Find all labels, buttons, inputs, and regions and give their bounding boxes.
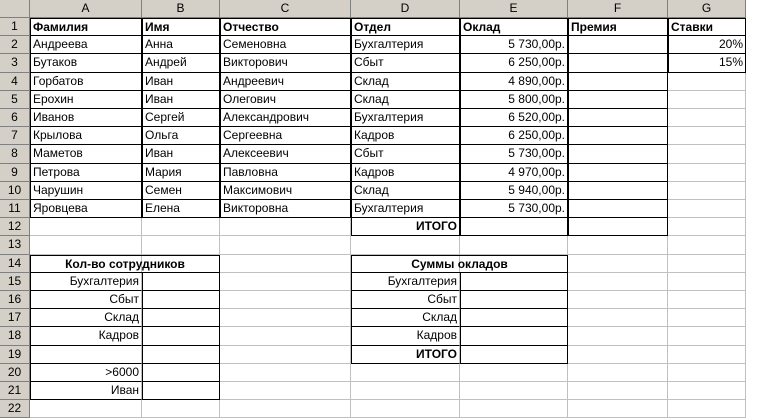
row-header-17[interactable]: 17 bbox=[0, 309, 30, 327]
data-cell[interactable]: Алексеевич bbox=[220, 145, 351, 163]
cell[interactable] bbox=[668, 364, 746, 382]
premium-cell[interactable] bbox=[568, 73, 668, 91]
cell[interactable] bbox=[568, 400, 668, 418]
data-cell[interactable]: Бухгалтерия bbox=[351, 200, 460, 218]
data-cell[interactable]: Андреева bbox=[30, 36, 142, 54]
data-cell[interactable]: Александрович bbox=[220, 109, 351, 127]
header-cell[interactable]: Оклад bbox=[460, 18, 568, 36]
sum-table-title[interactable]: Суммы окладов bbox=[351, 255, 568, 273]
data-cell[interactable]: Иванов bbox=[30, 109, 142, 127]
cell[interactable] bbox=[142, 236, 220, 254]
data-cell[interactable]: Семеновна bbox=[220, 36, 351, 54]
data-cell[interactable]: Кадров bbox=[351, 164, 460, 182]
rate-cell[interactable]: 15% bbox=[668, 54, 746, 72]
premium-cell[interactable] bbox=[568, 127, 668, 145]
cell[interactable] bbox=[460, 382, 568, 400]
data-cell[interactable]: Сергей bbox=[142, 109, 220, 127]
cell[interactable] bbox=[351, 400, 460, 418]
column-header-F[interactable]: F bbox=[568, 0, 668, 18]
cell[interactable] bbox=[568, 364, 668, 382]
data-cell[interactable]: 5 940,00р. bbox=[460, 182, 568, 200]
data-cell[interactable]: Сергеевна bbox=[220, 127, 351, 145]
cell[interactable] bbox=[668, 91, 746, 109]
header-cell[interactable]: Фамилия bbox=[30, 18, 142, 36]
cell[interactable] bbox=[668, 127, 746, 145]
row-header-7[interactable]: 7 bbox=[0, 127, 30, 145]
count-value-cell[interactable] bbox=[142, 382, 220, 400]
data-cell[interactable]: Иван bbox=[142, 73, 220, 91]
data-cell[interactable]: Сбыт bbox=[351, 145, 460, 163]
cell[interactable] bbox=[668, 400, 746, 418]
row-header-19[interactable]: 19 bbox=[0, 346, 30, 364]
total-label[interactable]: ИТОГО bbox=[351, 218, 460, 236]
row-header-15[interactable]: 15 bbox=[0, 273, 30, 291]
sum-total-label[interactable]: ИТОГО bbox=[351, 346, 460, 364]
row-header-4[interactable]: 4 bbox=[0, 73, 30, 91]
cell[interactable] bbox=[220, 346, 351, 364]
data-cell[interactable]: Кадров bbox=[351, 127, 460, 145]
count-value-cell[interactable] bbox=[142, 327, 220, 345]
data-cell[interactable]: Бутаков bbox=[30, 54, 142, 72]
premium-cell[interactable] bbox=[568, 145, 668, 163]
data-cell[interactable]: Сбыт bbox=[351, 54, 460, 72]
cell[interactable] bbox=[668, 182, 746, 200]
data-cell[interactable]: Бухгалтерия bbox=[351, 36, 460, 54]
cell[interactable] bbox=[668, 291, 746, 309]
sum-total-cell[interactable] bbox=[460, 346, 568, 364]
premium-cell[interactable] bbox=[568, 91, 668, 109]
cell[interactable] bbox=[30, 218, 142, 236]
sum-value-cell[interactable] bbox=[460, 327, 568, 345]
data-cell[interactable]: 6 250,00р. bbox=[460, 54, 568, 72]
data-cell[interactable]: Андрей bbox=[142, 54, 220, 72]
count-empty-cell[interactable] bbox=[142, 346, 220, 364]
data-cell[interactable]: Павловна bbox=[220, 164, 351, 182]
row-header-11[interactable]: 11 bbox=[0, 200, 30, 218]
select-all-corner[interactable] bbox=[0, 0, 30, 18]
sum-value-cell[interactable] bbox=[460, 309, 568, 327]
cell[interactable] bbox=[668, 346, 746, 364]
cell[interactable] bbox=[668, 255, 746, 273]
count-value-cell[interactable] bbox=[142, 291, 220, 309]
cell[interactable] bbox=[220, 327, 351, 345]
cell[interactable] bbox=[220, 236, 351, 254]
data-cell[interactable]: Петрова bbox=[30, 164, 142, 182]
data-cell[interactable]: 6 520,00р. bbox=[460, 109, 568, 127]
header-cell[interactable]: Премия bbox=[568, 18, 668, 36]
cell[interactable] bbox=[668, 309, 746, 327]
count-criteria-label[interactable]: Иван bbox=[30, 382, 142, 400]
data-cell[interactable]: Иван bbox=[142, 91, 220, 109]
sum-value-cell[interactable] bbox=[460, 291, 568, 309]
cell[interactable] bbox=[568, 382, 668, 400]
data-cell[interactable]: 5 730,00р. bbox=[460, 200, 568, 218]
data-cell[interactable]: Елена bbox=[142, 200, 220, 218]
data-cell[interactable]: 5 800,00р. bbox=[460, 91, 568, 109]
column-header-A[interactable]: A bbox=[30, 0, 142, 18]
cell[interactable] bbox=[220, 364, 351, 382]
row-header-13[interactable]: 13 bbox=[0, 236, 30, 254]
cell[interactable] bbox=[220, 273, 351, 291]
data-cell[interactable]: Анна bbox=[142, 36, 220, 54]
row-header-2[interactable]: 2 bbox=[0, 36, 30, 54]
cell[interactable] bbox=[142, 400, 220, 418]
count-value-cell[interactable] bbox=[142, 364, 220, 382]
premium-cell[interactable] bbox=[568, 109, 668, 127]
data-cell[interactable]: Андреевич bbox=[220, 73, 351, 91]
cell[interactable] bbox=[30, 236, 142, 254]
column-header-E[interactable]: E bbox=[460, 0, 568, 18]
header-cell[interactable]: Отдел bbox=[351, 18, 460, 36]
cell[interactable] bbox=[460, 364, 568, 382]
premium-cell[interactable] bbox=[568, 182, 668, 200]
data-cell[interactable]: Викторовна bbox=[220, 200, 351, 218]
cell[interactable] bbox=[568, 327, 668, 345]
count-value-cell[interactable] bbox=[142, 309, 220, 327]
cell[interactable] bbox=[568, 309, 668, 327]
cell[interactable] bbox=[668, 73, 746, 91]
data-cell[interactable]: Максимович bbox=[220, 182, 351, 200]
cell[interactable] bbox=[568, 346, 668, 364]
column-header-C[interactable]: C bbox=[220, 0, 351, 18]
cell[interactable] bbox=[220, 309, 351, 327]
cell[interactable] bbox=[220, 400, 351, 418]
sum-value-cell[interactable] bbox=[460, 273, 568, 291]
cell[interactable] bbox=[30, 400, 142, 418]
cell[interactable] bbox=[568, 236, 668, 254]
data-cell[interactable]: 6 250,00р. bbox=[460, 127, 568, 145]
header-cell[interactable]: Отчество bbox=[220, 18, 351, 36]
premium-cell[interactable] bbox=[568, 164, 668, 182]
data-cell[interactable]: Склад bbox=[351, 73, 460, 91]
row-header-20[interactable]: 20 bbox=[0, 364, 30, 382]
cell[interactable] bbox=[668, 327, 746, 345]
data-cell[interactable]: Склад bbox=[351, 182, 460, 200]
column-header-D[interactable]: D bbox=[351, 0, 460, 18]
data-cell[interactable]: 4 970,00р. bbox=[460, 164, 568, 182]
row-header-3[interactable]: 3 bbox=[0, 54, 30, 72]
cell[interactable] bbox=[668, 164, 746, 182]
cell[interactable] bbox=[668, 109, 746, 127]
cell[interactable] bbox=[220, 218, 351, 236]
cell[interactable] bbox=[220, 291, 351, 309]
cell[interactable] bbox=[568, 273, 668, 291]
count-dept-label[interactable]: Кадров bbox=[30, 327, 142, 345]
row-header-12[interactable]: 12 bbox=[0, 218, 30, 236]
sum-dept-label[interactable]: Бухгалтерия bbox=[351, 273, 460, 291]
data-cell[interactable]: Иван bbox=[142, 145, 220, 163]
cell[interactable] bbox=[668, 273, 746, 291]
cell[interactable] bbox=[568, 255, 668, 273]
row-header-18[interactable]: 18 bbox=[0, 327, 30, 345]
rate-cell[interactable]: 20% bbox=[668, 36, 746, 54]
cell[interactable] bbox=[668, 236, 746, 254]
row-header-6[interactable]: 6 bbox=[0, 109, 30, 127]
data-cell[interactable]: Мария bbox=[142, 164, 220, 182]
cell[interactable] bbox=[351, 236, 460, 254]
cell[interactable] bbox=[668, 218, 746, 236]
cell[interactable] bbox=[568, 291, 668, 309]
count-empty-cell[interactable] bbox=[30, 346, 142, 364]
count-dept-label[interactable]: Склад bbox=[30, 309, 142, 327]
header-cell[interactable]: Имя bbox=[142, 18, 220, 36]
data-cell[interactable]: Ерохин bbox=[30, 91, 142, 109]
cell[interactable] bbox=[351, 364, 460, 382]
row-header-8[interactable]: 8 bbox=[0, 145, 30, 163]
sum-dept-label[interactable]: Сбыт bbox=[351, 291, 460, 309]
cell[interactable] bbox=[460, 400, 568, 418]
premium-cell[interactable] bbox=[568, 200, 668, 218]
data-cell[interactable]: Крылова bbox=[30, 127, 142, 145]
data-cell[interactable]: Ольга bbox=[142, 127, 220, 145]
data-cell[interactable]: Олегович bbox=[220, 91, 351, 109]
count-dept-label[interactable]: Сбыт bbox=[30, 291, 142, 309]
cell[interactable] bbox=[668, 145, 746, 163]
row-header-22[interactable]: 22 bbox=[0, 400, 30, 418]
premium-cell[interactable] bbox=[568, 54, 668, 72]
data-cell[interactable]: Яровцева bbox=[30, 200, 142, 218]
sum-dept-label[interactable]: Склад bbox=[351, 309, 460, 327]
cell[interactable] bbox=[668, 382, 746, 400]
count-criteria-label[interactable]: >6000 bbox=[30, 364, 142, 382]
cell[interactable] bbox=[220, 255, 351, 273]
data-cell[interactable]: 5 730,00р. bbox=[460, 145, 568, 163]
total-premium-cell[interactable] bbox=[568, 218, 668, 236]
row-header-21[interactable]: 21 bbox=[0, 382, 30, 400]
sum-dept-label[interactable]: Кадров bbox=[351, 327, 460, 345]
data-cell[interactable]: Викторович bbox=[220, 54, 351, 72]
cell[interactable] bbox=[351, 382, 460, 400]
cell[interactable] bbox=[668, 200, 746, 218]
row-header-14[interactable]: 14 bbox=[0, 255, 30, 273]
row-header-16[interactable]: 16 bbox=[0, 291, 30, 309]
data-cell[interactable]: Семен bbox=[142, 182, 220, 200]
data-cell[interactable]: Склад bbox=[351, 91, 460, 109]
header-cell[interactable]: Ставки bbox=[668, 18, 746, 36]
premium-cell[interactable] bbox=[568, 36, 668, 54]
column-header-B[interactable]: B bbox=[142, 0, 220, 18]
row-header-5[interactable]: 5 bbox=[0, 91, 30, 109]
cell[interactable] bbox=[220, 382, 351, 400]
column-header-G[interactable]: G bbox=[668, 0, 746, 18]
data-cell[interactable]: Маметов bbox=[30, 145, 142, 163]
count-value-cell[interactable] bbox=[142, 273, 220, 291]
count-table-title[interactable]: Кол-во сотрудников bbox=[30, 255, 220, 273]
total-salary-cell[interactable] bbox=[460, 218, 568, 236]
data-cell[interactable]: Бухгалтерия bbox=[351, 109, 460, 127]
count-dept-label[interactable]: Бухгалтерия bbox=[30, 273, 142, 291]
data-cell[interactable]: 4 890,00р. bbox=[460, 73, 568, 91]
cell[interactable] bbox=[460, 236, 568, 254]
row-header-9[interactable]: 9 bbox=[0, 164, 30, 182]
row-header-10[interactable]: 10 bbox=[0, 182, 30, 200]
data-cell[interactable]: Чарушин bbox=[30, 182, 142, 200]
data-cell[interactable]: 5 730,00р. bbox=[460, 36, 568, 54]
data-cell[interactable]: Горбатов bbox=[30, 73, 142, 91]
cell[interactable] bbox=[142, 218, 220, 236]
row-header-1[interactable]: 1 bbox=[0, 18, 30, 36]
